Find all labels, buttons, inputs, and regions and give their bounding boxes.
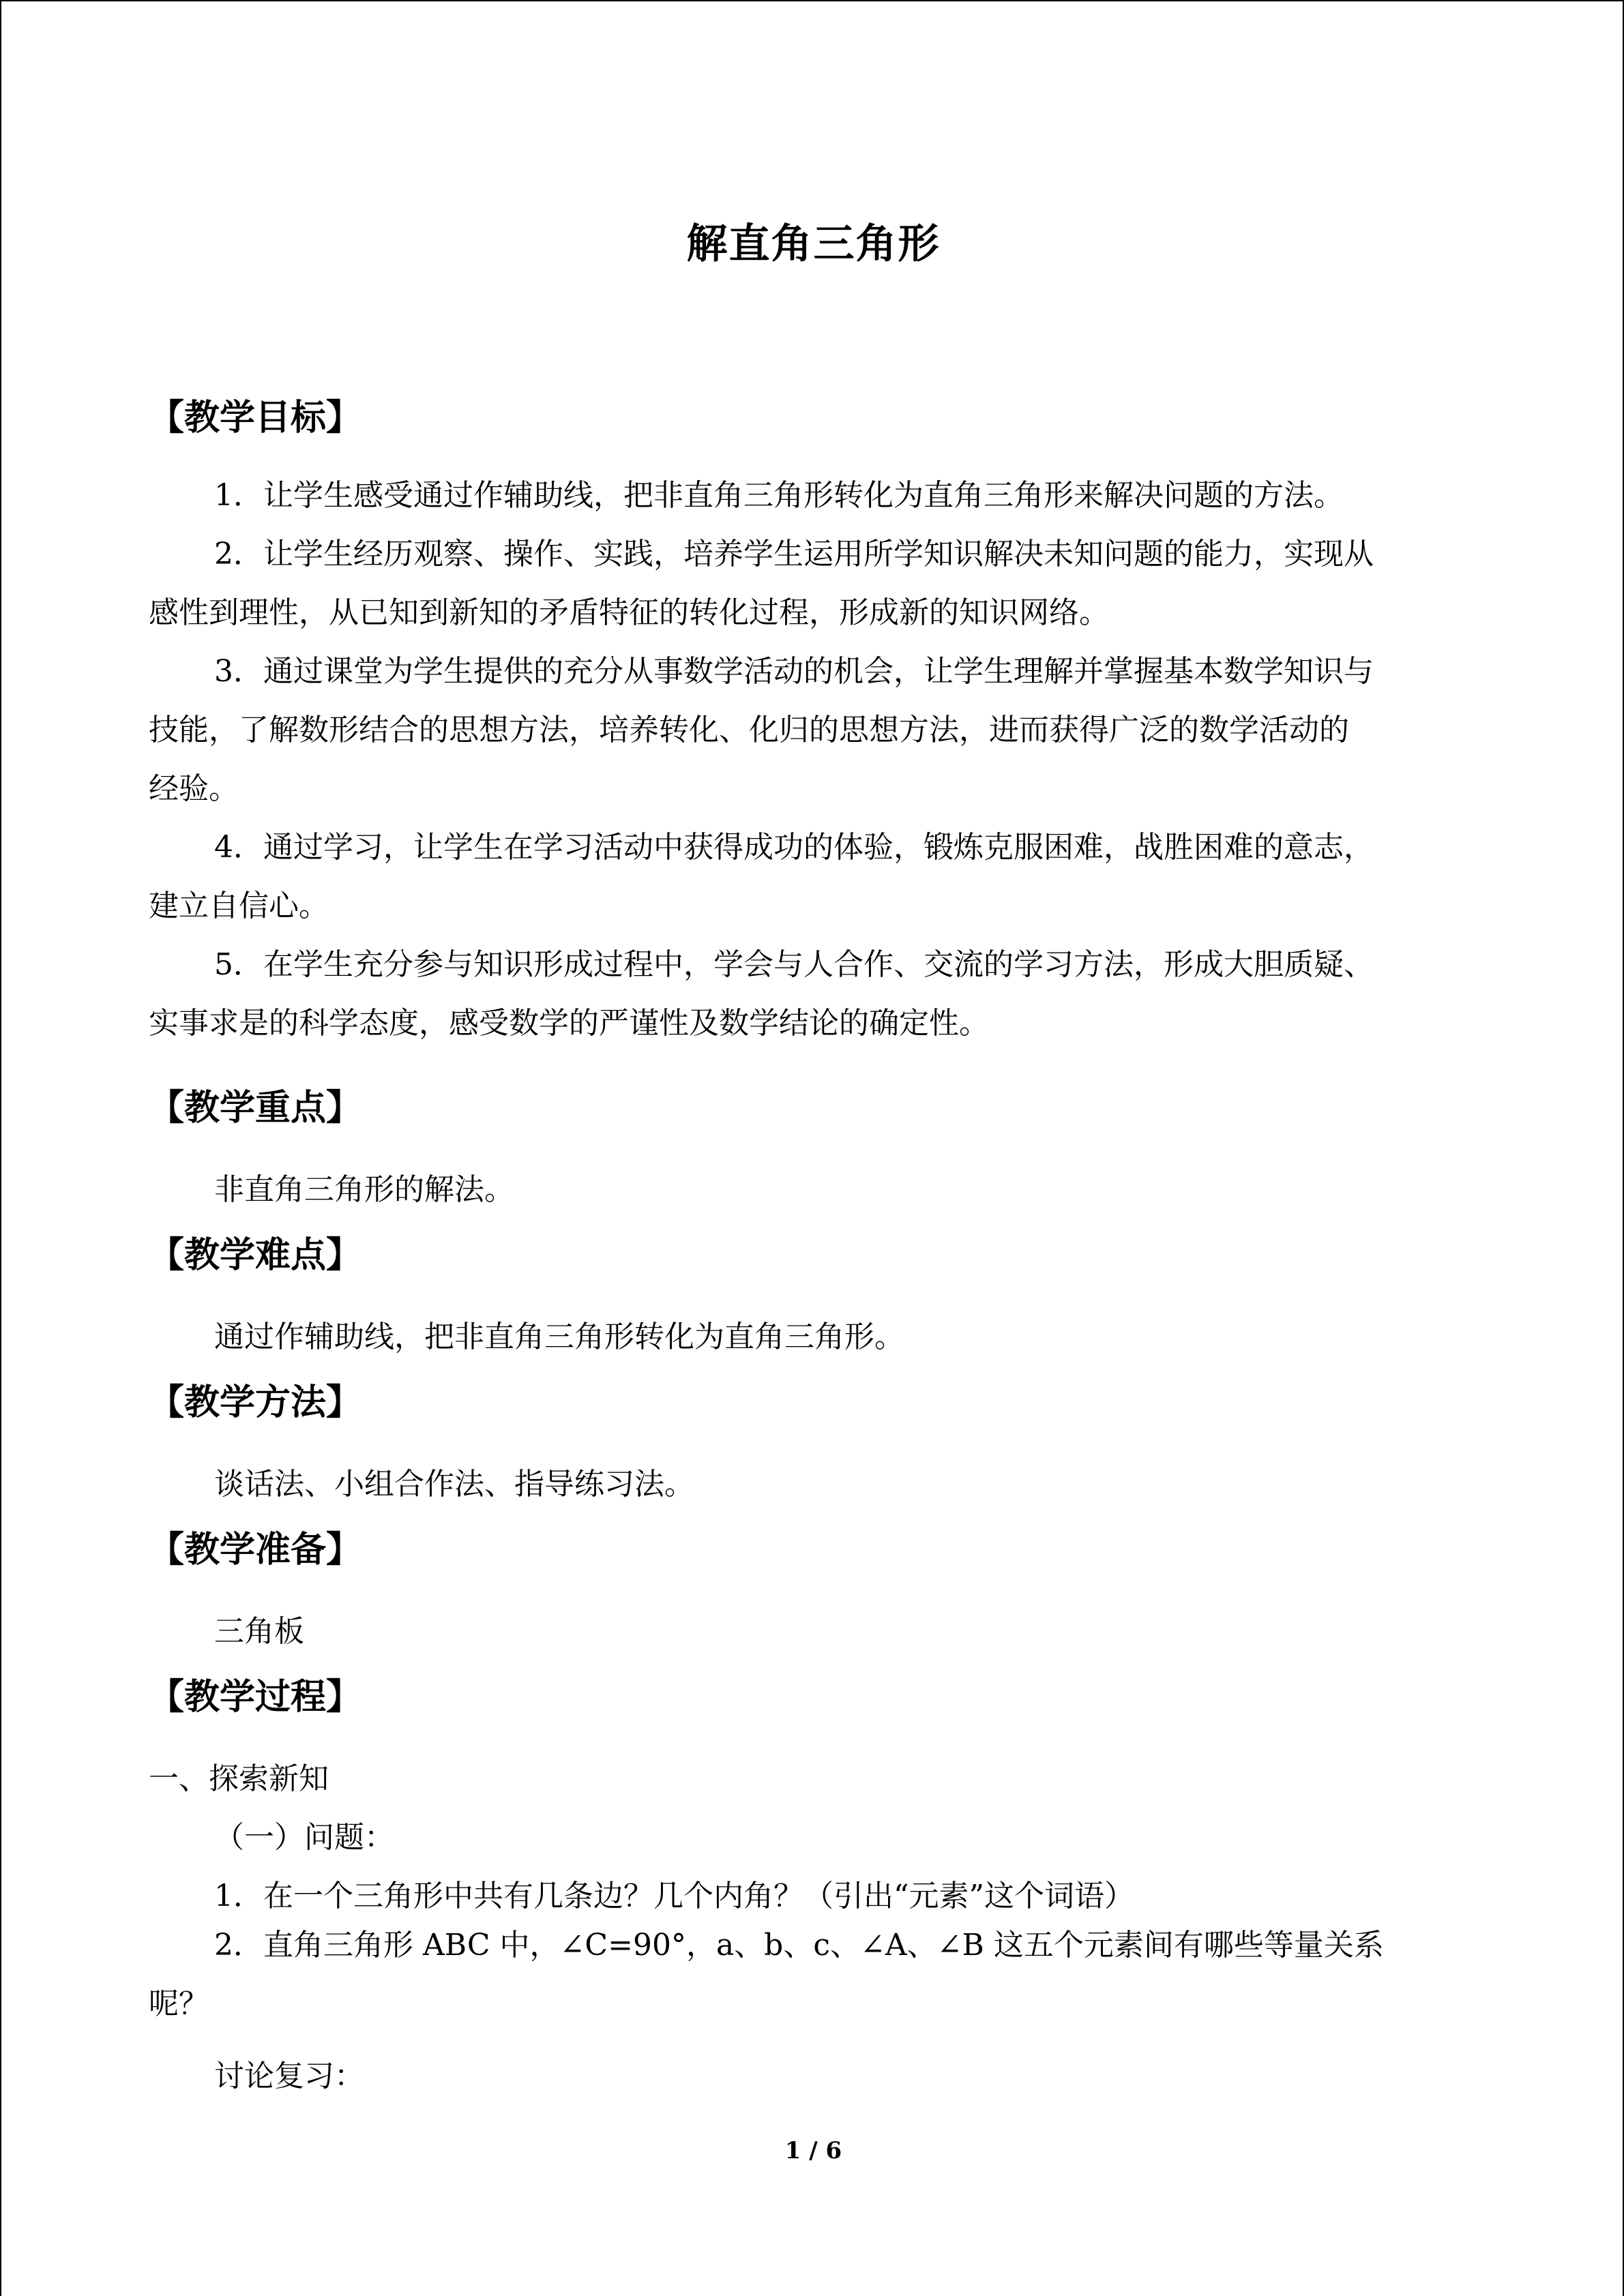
objective-3-line-1: 3．通过课堂为学生提供的充分从事数学活动的机会，让学生理解并掌握基本数学知识与: [214, 654, 1374, 689]
difficulties-text: 通过作辅助线，把非直角三角形转化为直角三角形。: [214, 1320, 904, 1354]
process-question-2-line-1: 2．直角三角形 ABC 中，∠C=90°，a、b、c、∠A、∠B 这五个元素间有哪些等量关系: [214, 1928, 1384, 1963]
section-heading-preparation: 【教学准备】: [149, 1530, 362, 1570]
process-question-2: [149, 1916, 1479, 2033]
objective-4-line-1: 4．通过学习，让学生在学习活动中获得成功的体验，锻炼克服困难，战胜困难的意志，: [214, 830, 1374, 865]
objective-4-line-2: 建立自信心。: [149, 889, 329, 923]
objective-1: [149, 466, 1479, 525]
objective-3-line-3: 经验。: [149, 771, 239, 806]
process-question-1: 1．在一个三角形中共有几条边？几个内角？（引出“元素”这个词语）: [214, 1879, 1134, 1913]
methods-text: 谈话法、小组合作法、指导练习法。: [214, 1467, 694, 1502]
page-number: 1 / 6: [784, 2137, 842, 2164]
section-heading-objectives: 【教学目标】: [149, 398, 362, 438]
objective-2: [149, 525, 1479, 642]
objective-1-line-1: 1．让学生感受通过作辅助线，把非直角三角形转化为直角三角形来解决问题的方法。: [214, 478, 1344, 513]
section-heading-difficulties: 【教学难点】: [149, 1235, 362, 1276]
objective-3-line-2: 技能，了解数形结合的思想方法，培养转化、化归的思想方法，进而获得广泛的数学活动的: [149, 713, 1349, 747]
process-question-2-line-2: 呢？: [149, 1986, 209, 2021]
process-part-1: 一、探索新知: [149, 1761, 329, 1796]
preparation-text: 三角板: [214, 1614, 304, 1649]
section-heading-methods: 【教学方法】: [149, 1382, 362, 1423]
objective-5-line-2: 实事求是的科学态度，感受数学的严谨性及数学结论的确定性。: [149, 1006, 989, 1041]
objective-5: [149, 936, 1479, 1053]
objective-2-line-2: 感性到理性，从已知到新知的矛盾特征的转化过程，形成新的知识网络。: [149, 595, 1109, 630]
section-heading-process: 【教学过程】: [149, 1677, 362, 1718]
objective-4: [149, 818, 1479, 936]
process-sub-1: （一）问题：: [214, 1820, 394, 1855]
objective-3: [149, 642, 1479, 818]
objective-2-line-1: 2．让学生经历观察、操作、实践，培养学生运用所学知识解决未知问题的能力，实现从: [214, 537, 1374, 571]
process-discussion: 讨论复习：: [214, 2059, 364, 2093]
objective-5-line-1: 5．在学生充分参与知识形成过程中，学会与人合作、交流的学习方法，形成大胆质疑、: [214, 947, 1374, 982]
section-heading-key-points: 【教学重点】: [149, 1088, 362, 1129]
key-points-text: 非直角三角形的解法。: [214, 1172, 514, 1207]
page-title: 解直角三角形: [686, 220, 941, 268]
